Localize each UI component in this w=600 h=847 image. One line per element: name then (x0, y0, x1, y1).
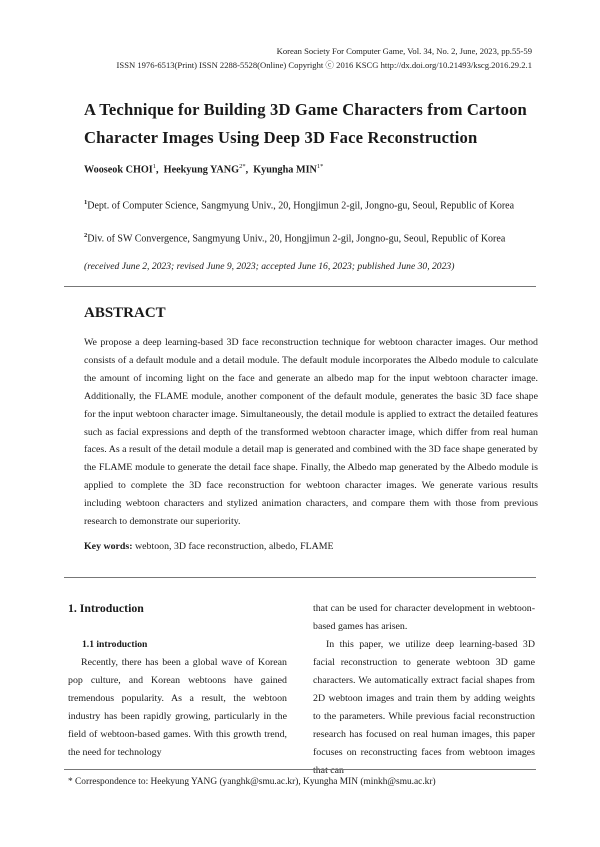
paragraph: In this paper, we utilize deep learning-based 3D facial reconstruction to generate webtoon 3D game characters. We automatically extract facial shapes from 2D webtoon images and train them by adding weights to the parameters. While previous facial reconstruction research has focused on real human images, this paper focuses on reconstructing faces from webtoon images that can (313, 639, 535, 776)
correspondence-footnote: * Correspondence to: Heekyung YANG (yanghk@smu.ac.kr), Kyungha MIN (minkh@smu.ac.kr) (68, 777, 436, 787)
affiliation-text: Div. of SW Convergence, Sangmyung Univ., 20, Hongjimun 2-gil, Jongno-gu, Seoul, Republic of Korea (87, 233, 506, 245)
journal-header-line1: Korean Society For Computer Game, Vol. 34, No. 2, June, 2023, pp.55-59 (276, 46, 532, 56)
abstract-heading: ABSTRACT (84, 305, 166, 321)
keywords-text: webtoon, 3D face reconstruction, albedo, FLAME (135, 541, 334, 552)
keywords-label: Key words: (84, 541, 133, 552)
footnote-divider (64, 769, 536, 770)
publication-dates: (received June 2, 2023; revised June 9, 2023; accepted June 16, 2023; published June 30, 2023) (84, 261, 455, 272)
affiliation (84, 194, 536, 214)
divider (64, 286, 536, 287)
abstract-body: We propose a deep learning-based 3D face reconstruction technique for webtoon character images. Our method consists of a default module and a detail module. The default module incorporates the Albedo module to calculate the amount of incoming light on the face and generate an albedo map for the input webtoon character image. Additionally, the FLAME module, another component of the default module, generates the basic 3D face shape for the input webtoon character image. Simultaneously, the detail module is applied to extract the detailed features such as facial expressions and depth of the transformed webtoon character image, which differ from real human faces. As a result of the detail module a detail map is generated and combined with the 3D face shape generated by the FLAME module to generate the detail face shape. Finally, the Albedo map generated by the Albedo module is applied to complete the 3D face reconstruction for webtoon character images. We generate various results including webtoon characters and stylized animation characters, and compare them with those from previous research to demonstrate our superiority. (84, 337, 538, 528)
keywords (84, 541, 334, 552)
author-name: Wooseok CHOI (84, 164, 153, 176)
section-heading: 1. Introduction (68, 601, 144, 615)
divider (64, 577, 536, 578)
paper-title: A Technique for Building 3D Game Characters from Cartoon Character Images Using Deep 3D Face Reconstruction (84, 100, 527, 147)
affiliation-mark: 2 (84, 232, 88, 239)
journal-header-line2: ISSN 1976-6513(Print) ISSN 2288-5528(Online) Copyright ⓒ 2016 KSCG http://dx.doi.org/10.21493/kscg.2016.29.2.1 (116, 60, 532, 70)
paragraph: Recently, there has been a global wave of Korean pop culture, and Korean webtoons have gained tremendous popularity. As a result, the webtoon industry has been rapidly growing, particularly in the field of webtoon-based games. With this growth trend, the need for technology (68, 657, 287, 758)
subsection-heading: 1.1 introduction (82, 639, 148, 650)
author-affiliation-mark: 1* (316, 163, 324, 170)
affiliation (84, 227, 536, 247)
affiliation-mark: 1 (84, 199, 88, 206)
author-name: Kyungha MIN (253, 164, 317, 176)
paragraph: that can be used for character development in webtoon-based games has arisen. (313, 603, 535, 632)
author-affiliation-mark: 2* (239, 163, 246, 170)
author-affiliation-mark: 1 (152, 163, 157, 170)
author-list: Wooseok CHOI$^1$, Heekyung $YANG^{2*}$, Kyungha $MIN^{1*}$ (84, 163, 324, 176)
affiliation-text: Dept. of Computer Science, Sangmyung Univ., 20, Hongjimun 2-gil, Jongno-gu, Seoul, Republic of Korea (87, 200, 515, 212)
author-name: Heekyung YANG (163, 164, 240, 176)
